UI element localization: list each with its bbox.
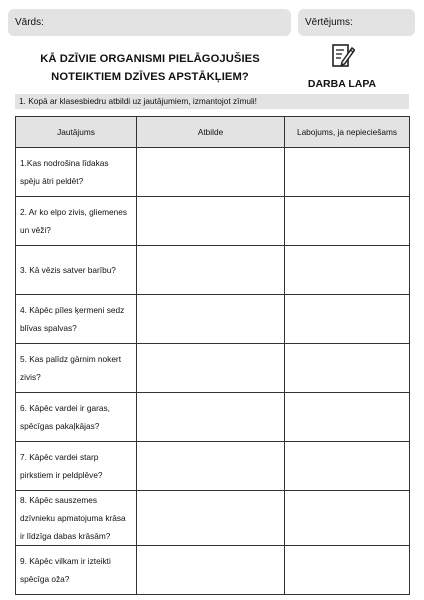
grade-label: Vērtējums: bbox=[305, 17, 353, 28]
question-cell bbox=[16, 491, 137, 546]
question-text-line: 4. Kāpēc pīles ķermeni sedz bbox=[20, 305, 125, 315]
correction-cell[interactable] bbox=[285, 442, 410, 491]
correction-cell[interactable] bbox=[285, 344, 410, 393]
table-row bbox=[16, 295, 410, 344]
question-cell bbox=[16, 442, 137, 491]
question-text-line: spēcīga oža? bbox=[20, 574, 70, 584]
title-line-1: KĀ DZĪVIE ORGANISMI PIELĀGOJUŠIES bbox=[40, 53, 260, 65]
worksheet-label: DARBA LAPA bbox=[307, 78, 377, 90]
question-cell bbox=[16, 295, 137, 344]
correction-cell[interactable] bbox=[285, 148, 410, 197]
question-text-line: 8. Kāpēc sauszemes bbox=[20, 495, 98, 505]
question-text-line: dzīvnieku apmatojuma krāsa bbox=[20, 513, 126, 523]
correction-cell[interactable] bbox=[285, 295, 410, 344]
question-cell bbox=[16, 393, 137, 442]
question-text-line: 5. Kas palīdz gārnim nokert bbox=[20, 354, 121, 364]
question-cell bbox=[16, 546, 137, 595]
table-row bbox=[16, 393, 410, 442]
name-field[interactable] bbox=[8, 9, 291, 36]
worksheet-title bbox=[20, 50, 280, 86]
question-text-line: 7. Kāpēc vardei starp bbox=[20, 452, 99, 462]
name-label: Vārds: bbox=[15, 17, 44, 28]
question-table bbox=[15, 116, 410, 595]
correction-cell[interactable] bbox=[285, 491, 410, 546]
question-text-line: zivis? bbox=[20, 372, 41, 382]
header-answer: Atbilde bbox=[137, 117, 285, 148]
answer-cell[interactable] bbox=[137, 393, 285, 442]
question-cell bbox=[16, 344, 137, 393]
table-row bbox=[16, 197, 410, 246]
table-row bbox=[16, 148, 410, 197]
question-text-line: 2. Ar ko elpo zivis, gliemenes bbox=[20, 207, 127, 217]
question-text-line: 3. Kā vēzis satver barību? bbox=[20, 265, 116, 275]
answer-cell[interactable] bbox=[137, 246, 285, 295]
table-row bbox=[16, 344, 410, 393]
table-header-row bbox=[16, 117, 410, 148]
correction-cell[interactable] bbox=[285, 393, 410, 442]
correction-cell[interactable] bbox=[285, 546, 410, 595]
table-row bbox=[16, 442, 410, 491]
instruction-bar: 1. Kopā ar klasesbiedru atbildi uz jautājumiem, izmantojot zīmuli! bbox=[15, 94, 409, 109]
header-question: Jautājums bbox=[16, 117, 137, 148]
question-cell bbox=[16, 148, 137, 197]
header-correction: Labojums, ja nepieciešams bbox=[285, 117, 410, 148]
question-text-line: blīvas spalvas? bbox=[20, 323, 77, 333]
pencil-document-icon bbox=[331, 42, 355, 70]
answer-cell[interactable] bbox=[137, 295, 285, 344]
table-row bbox=[16, 246, 410, 295]
answer-cell[interactable] bbox=[137, 442, 285, 491]
question-text-line: spēju ātri peldēt? bbox=[20, 176, 84, 186]
question-text-line: un vēži? bbox=[20, 225, 51, 235]
question-text-line: 1.Kas nodrošina līdakas bbox=[20, 158, 109, 168]
question-text-line: ir līdzīga dabas krāsām? bbox=[20, 531, 111, 541]
question-text-line: pirkstiem ir peldplēve? bbox=[20, 470, 103, 480]
correction-cell[interactable] bbox=[285, 246, 410, 295]
question-text-line: spēcīgas pakaļkājas? bbox=[20, 421, 100, 431]
question-cell bbox=[16, 197, 137, 246]
answer-cell[interactable] bbox=[137, 546, 285, 595]
answer-cell[interactable] bbox=[137, 344, 285, 393]
table-row bbox=[16, 546, 410, 595]
answer-cell[interactable] bbox=[137, 148, 285, 197]
question-text-line: 6. Kāpēc vardei ir garas, bbox=[20, 403, 110, 413]
question-cell bbox=[16, 246, 137, 295]
question-text-line: 9. Kāpēc vilkam ir izteikti bbox=[20, 556, 111, 566]
answer-cell[interactable] bbox=[137, 197, 285, 246]
grade-field[interactable] bbox=[298, 9, 415, 36]
table-row bbox=[16, 491, 410, 546]
correction-cell[interactable] bbox=[285, 197, 410, 246]
answer-cell[interactable] bbox=[137, 491, 285, 546]
title-line-2: NOTEIKTIEM DZĪVES APSTĀKĻIEM? bbox=[51, 71, 249, 83]
